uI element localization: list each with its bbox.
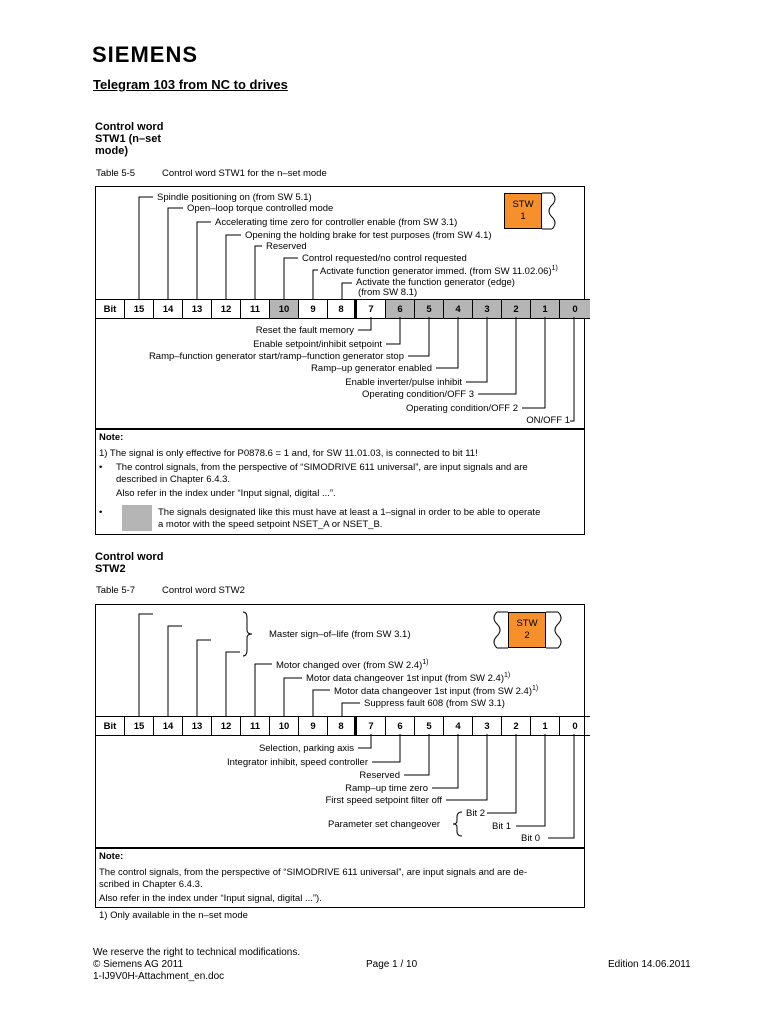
bit-5: 5	[415, 717, 444, 735]
stw1-note-2-line-3: Also refer in the index under “Input signal, digital ...”.	[116, 488, 336, 499]
stw1-badge-number: 1	[520, 211, 526, 222]
stw1-label-ramp-up-generator: Ramp–up generator enabled	[311, 363, 432, 374]
stw1-label-ramp-function-generator: Ramp–function generator start/ramp–function generator stop	[148, 351, 404, 362]
bit-11: 11	[241, 717, 270, 735]
stw1-note-title: Note:	[99, 432, 124, 443]
stw2-table-number: Table 5-7	[96, 585, 136, 596]
bit-4: 4	[444, 300, 473, 318]
stw2-badge-number: 2	[524, 630, 530, 641]
bit-12: 12	[212, 300, 241, 318]
bit-3: 3	[473, 300, 502, 318]
bit-12: 12	[212, 717, 241, 735]
bit-6: 6	[386, 717, 415, 735]
stw2-label-bit0: Bit 0	[521, 833, 541, 844]
stw2-label-suppress-fault-608: Suppress fault 608 (from SW 3.1)	[364, 698, 505, 709]
stw2-footnote-mark-3: 1)	[532, 685, 539, 692]
bit-2: 2	[502, 717, 531, 735]
stw2-label-ramp-up-time-zero: Ramp–up time zero	[345, 783, 428, 794]
stw2-title-line-1: Control word	[95, 551, 164, 563]
stw1-label-enable-inverter: Enable inverter/pulse inhibit	[345, 377, 462, 388]
stw2-label-bit2: Bit 2	[466, 808, 486, 819]
bit-header-label: Bit	[96, 300, 125, 318]
stw2-label-motor-data-changeover-a	[306, 672, 510, 684]
bit-0: 0	[572, 720, 578, 732]
stw2-label-first-speed-filter-off: First speed setpoint filter off	[325, 795, 442, 806]
stw2-label-integrator-inhibit: Integrator inhibit, speed controller	[227, 757, 368, 768]
bit-1: 1	[531, 300, 560, 318]
bit-14: 14	[154, 717, 183, 735]
bit-9: 9	[299, 300, 328, 318]
stw2-note-line-3: Also refer in the index under “Input signal, digital ...”).	[99, 893, 322, 904]
bit-6: 6	[386, 300, 415, 318]
stw2-badge-text: STW	[516, 618, 538, 629]
bit-8: 8	[328, 300, 357, 318]
stw1-label-control-requested: Control requested/no control requested	[302, 253, 467, 264]
stw1-note-bullet-1: •	[99, 462, 103, 473]
stw2-note-line-1: The control signals, from the perspective of “SIMODRIVE 611 universal”, are input signals and are de-	[99, 867, 528, 878]
bit-4: 4	[444, 717, 473, 735]
stw1-label-reset-fault-memory: Reset the fault memory	[255, 325, 354, 336]
stw2-label-motor-changed-over	[276, 659, 428, 671]
stw1-table-number: Table 5-5	[96, 168, 136, 179]
stw2-label-reserved: Reserved	[359, 770, 400, 781]
stw2-label-motor-data-changeover-a-text: Motor data changeover 1st input (from SW 2.4)	[306, 673, 505, 685]
page-title: Telegram 103 from NC to drives	[93, 77, 288, 92]
stw2-label-parameter-set-changeover: Parameter set changeover	[328, 819, 440, 830]
bit-14: 14	[154, 300, 183, 318]
siemens-logo: SIEMENS	[92, 42, 199, 67]
bit-header-label: Bit	[96, 717, 125, 735]
stw1-title-line-1: Control word	[95, 121, 164, 133]
stw1-label-off2: Operating condition/OFF 2	[406, 403, 518, 414]
stw2-label-master-sign-of-life: Master sign–of–life (from SW 3.1)	[269, 629, 411, 640]
stw1-title-line-2: STW1 (n–set	[95, 133, 162, 145]
bit-13: 13	[183, 717, 212, 735]
stw2-label-bit1: Bit 1	[492, 821, 512, 832]
bit-7: 7	[357, 717, 386, 735]
stw1-label-enable-setpoint: Enable setpoint/inhibit setpoint	[253, 339, 382, 350]
stw2-label-motor-changed-over-text: Motor changed over (from SW 2.4)	[276, 660, 423, 672]
bit-15: 15	[125, 717, 154, 735]
bit-10: 10	[270, 300, 299, 318]
stw1-note-3-line-2: a motor with the speed setpoint NSET_A or NSET_B.	[158, 519, 383, 530]
stw2-footnote-mark-2: 1)	[504, 672, 511, 679]
stw2-note-text	[99, 867, 527, 905]
stw1-note-1: 1) The signal is only effective for P0878.6 = 1 and, for SW 11.01.03, is connected to bit 11!	[99, 448, 478, 459]
stw1-label-holding-brake: Opening the holding brake for test purposes (from SW 4.1)	[245, 230, 492, 241]
stw1-label-activate-fg-immed-text: Activate function generator immed. (from SW 11.02.06)	[320, 266, 552, 278]
stw1-label-spindle-positioning: Spindle positioning on (from SW 5.1)	[157, 192, 312, 203]
bit-13: 13	[183, 300, 212, 318]
bit-10: 10	[270, 717, 299, 735]
stw2-footnote: 1) Only available in the n–set mode	[99, 910, 248, 921]
stw1-note-2-line-1: The control signals, from the perspective of “SIMODRIVE 611 universal”, are input signals and are	[116, 462, 528, 473]
stw1-label-open-loop-torque: Open–loop torque controlled mode	[187, 203, 334, 214]
stw2-footnote-mark-1: 1)	[422, 659, 429, 666]
footer-copyright: © Siemens AG 2011	[93, 959, 184, 970]
stw1-label-accelerating-time-zero: Accelerating time zero for controller enable (from SW 3.1)	[215, 217, 458, 228]
bit-11: 11	[241, 300, 270, 318]
footer-edition: Edition 14.06.2011	[608, 959, 691, 970]
stw1-label-reserved: Reserved	[266, 241, 307, 252]
stw2-note-line-2: scribed in Chapter 6.4.3.	[99, 879, 203, 890]
stw1-note-2-line-2: described in Chapter 6.4.3.	[116, 474, 231, 485]
stw1-label-activate-fg-edge: Activate the function generator (edge)	[356, 277, 515, 288]
bit-3: 3	[473, 717, 502, 735]
stw1-table-caption: Control word STW1 for the n–set mode	[162, 168, 327, 179]
stw1-title-line-3: mode)	[95, 145, 128, 157]
stw2-note-title: Note:	[99, 851, 124, 862]
stw2-table-caption: Control word STW2	[162, 585, 245, 596]
stw2-title-line-2: STW2	[95, 563, 126, 575]
footer-disclaimer: We reserve the right to technical modifications.	[93, 947, 301, 958]
stw1-note-bullet-2: •	[99, 507, 103, 518]
stw2-label-selection-parking-axis: Selection, parking axis	[258, 743, 354, 754]
bit-15: 15	[125, 300, 154, 318]
bit-0: 0	[560, 300, 590, 318]
bit-5: 5	[415, 300, 444, 318]
bit-1: 1	[531, 717, 560, 735]
footer-page-number: Page 1 / 10	[366, 959, 418, 970]
stw1-label-activate-fg-edge-sw: (from SW 8.1)	[358, 287, 418, 298]
stw1-badge-text: STW	[512, 199, 534, 210]
stw2-label-motor-data-changeover-b	[334, 685, 538, 697]
bit-9: 9	[299, 717, 328, 735]
bit-7: 7	[357, 300, 386, 318]
stw1-note-3-line-1: The signals designated like this must have at least a 1–signal in order to be able to operate	[158, 507, 541, 518]
bit-2: 2	[502, 300, 531, 318]
stw2-label-motor-data-changeover-b-text: Motor data changeover 1st input (from SW 2.4)	[334, 686, 533, 698]
stw1-label-on-off1: ON/OFF 1	[526, 415, 570, 426]
footer-filename: 1-IJ9V0H-Attachment_en.doc	[93, 971, 225, 982]
stw1-label-off3: Operating condition/OFF 3	[362, 389, 474, 400]
stw1-label-footnote-mark: 1)	[551, 265, 558, 272]
bit-8: 8	[328, 717, 357, 735]
